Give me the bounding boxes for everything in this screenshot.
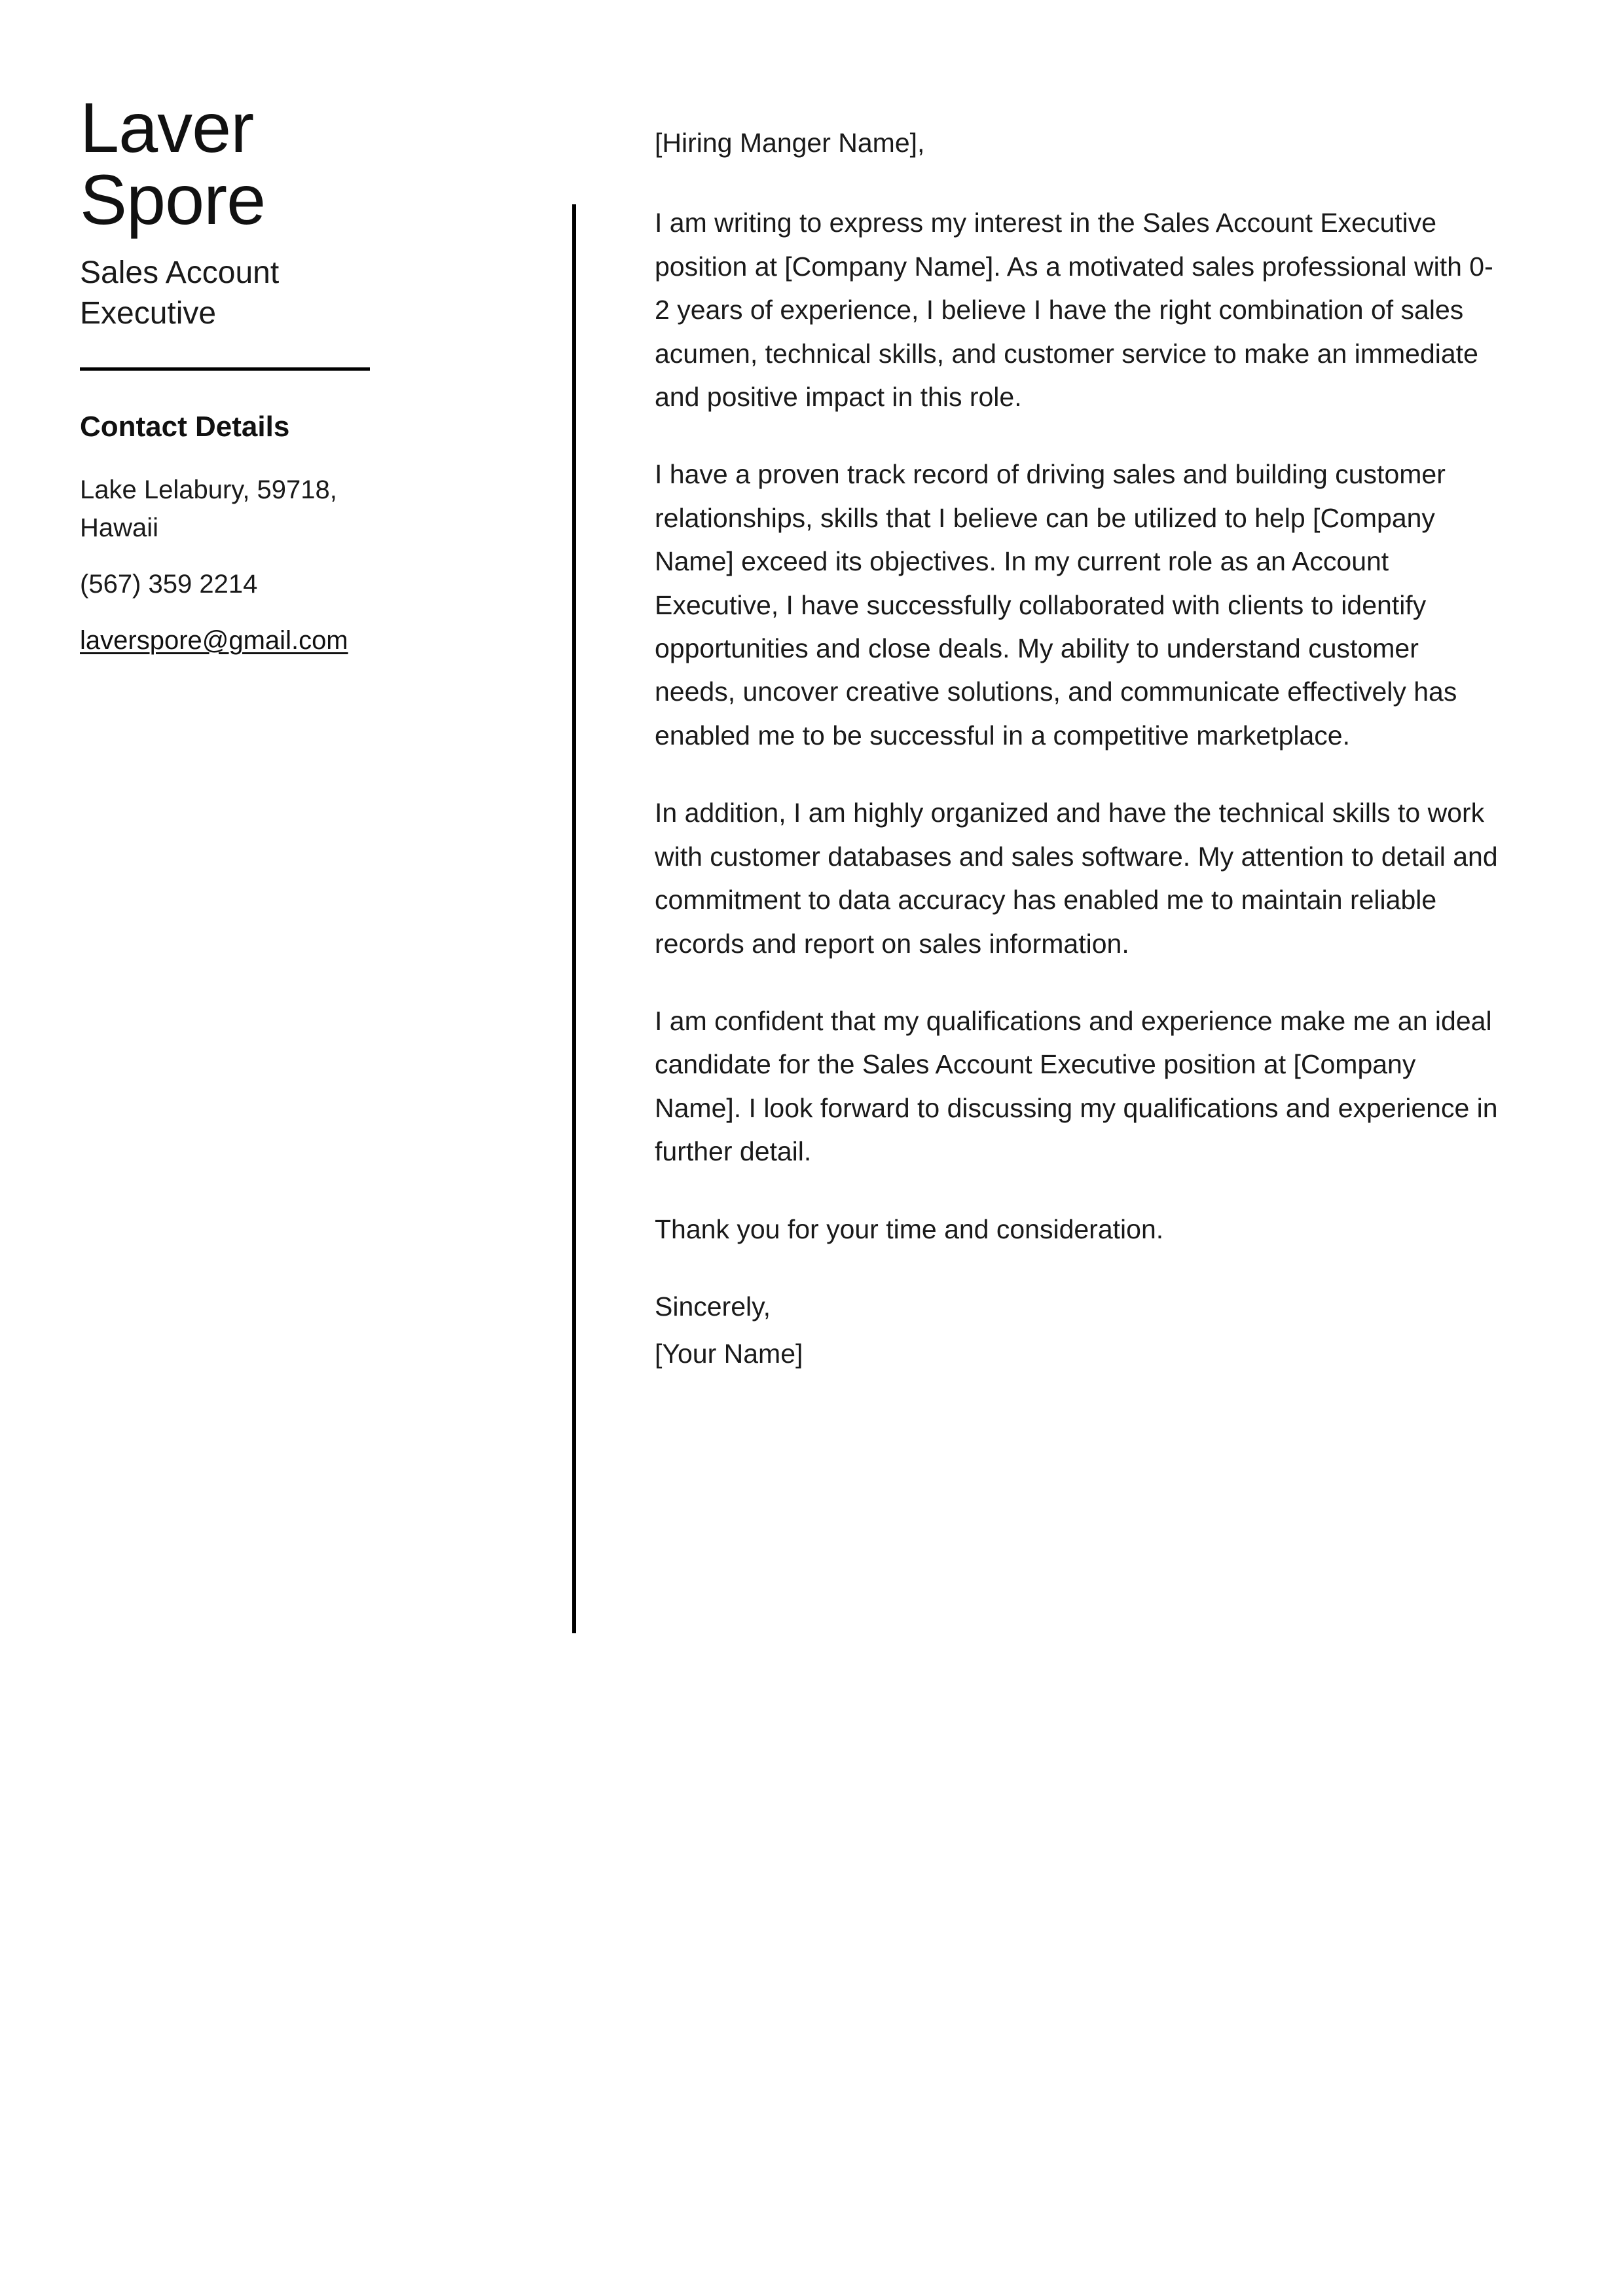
letter-paragraph-5: Thank you for your time and consideration. bbox=[655, 1213, 1164, 1244]
applicant-last-name: Spore bbox=[80, 160, 266, 240]
letter-body bbox=[655, 121, 1506, 1376]
column-divider-rule bbox=[572, 204, 576, 1633]
applicant-name bbox=[80, 88, 499, 240]
contact-details-heading: Contact Details bbox=[80, 411, 290, 443]
contact-email-link[interactable]: laverspore@gmail.com bbox=[80, 625, 348, 655]
sidebar-horizontal-rule bbox=[80, 367, 370, 371]
applicant-job-title: Sales Account Executive bbox=[80, 255, 280, 331]
contact-phone: (567) 359 2214 bbox=[80, 569, 258, 599]
applicant-first-name: Laver bbox=[80, 88, 254, 167]
contact-details-list bbox=[80, 471, 499, 659]
contact-address: Lake Lelabury, 59718, Hawaii bbox=[80, 475, 337, 542]
letter-signature-name: [Your Name] bbox=[655, 1339, 803, 1369]
letter-salutation: [Hiring Manger Name], bbox=[655, 128, 925, 158]
letter-paragraph-3: In addition, I am highly organized and have the technical skills to work with customer databases and sales software. My attention to detail and commitment to data accuracy has enabled me to maintain reliable records and report on sales information. bbox=[655, 798, 1498, 959]
contact-email-item bbox=[80, 621, 388, 659]
letter-paragraph-1: I am writing to express my interest in the Sales Account Executive position at [Company Name]. As a motivated sales professional with 0-2 years of experience, I believe I have the right combination of sales acumen, technical skills, and customer service to make an immediate and positive impact in this role. bbox=[655, 208, 1493, 413]
sidebar bbox=[80, 88, 499, 659]
letter-closing: Sincerely, bbox=[655, 1291, 771, 1322]
letter-paragraph-2: I have a proven track record of driving sales and building customer relationships, skills that I believe can be utilized to help [Company Name] exceed its objectives. In my current role as an Account Executive, I have successfully collaborated with clients to identify opportunities and close deals. My ability to understand customer needs, uncover creative solutions, and communicate effectively has enabled me to be successful in a competitive marketplace. bbox=[655, 459, 1457, 750]
letter-paragraph-4: I am confident that my qualifications and experience make me an ideal candidate for the Sales Account Executive position at [Company Name]. I look forward to discussing my qualifications and experience in further detail. bbox=[655, 1005, 1498, 1167]
